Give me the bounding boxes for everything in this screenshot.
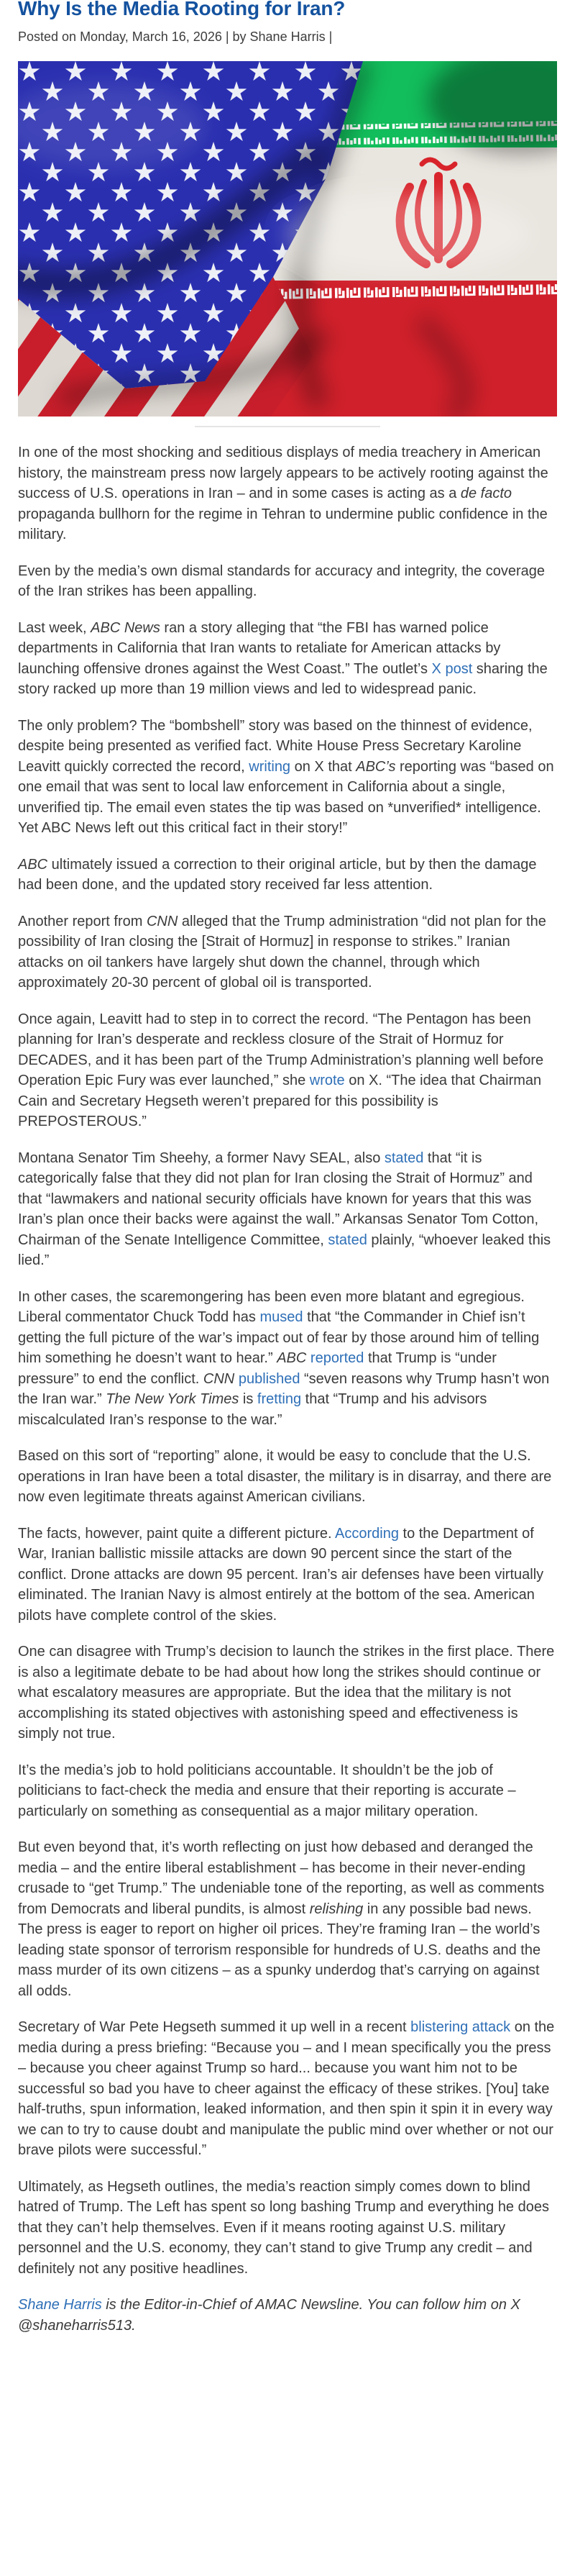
article-paragraph [18,1287,557,1431]
text-segment: In one of the most shocking and seditious displays of media treachery in American history, the mainstream press now largely appears to be actively rooting against the success of U.S. operations in Iran – and in some cases is acting as a [18,445,548,501]
article-paragraph [18,1009,557,1132]
article-paragraph [18,1524,557,1626]
text-segment: The facts, however, paint quite a different picture. [18,1525,336,1542]
text-segment: Based on this sort of “reporting” alone, it would be easy to conclude that the U.S. operations in Iran have been a total disaster, the military is in disarray, and there are now even legitimate threats against American civilians. [18,1448,552,1505]
inline-link[interactable]: According [335,1525,399,1542]
text-segment: It’s the media’s job to hold politicians accountable. It shouldn’t be the job of politicians to fact-check the media and ensure that their reporting is accurate – particularly on something as consequential as a major military operation. [18,1762,516,1819]
text-segment: ran a story alleging that “the FBI has warned police departments in California that Iran wants to retaliate for American attacks by launching offensive drones against the West Coast.” The outlet’s [18,619,501,677]
text-segment: One can disagree with Trump’s decision to launch the strikes in the first place. There is also a legitimate debate to be had about how long the strikes should continue or what escalatory measures are appropriate. But the idea that the military is not accomplishing its stated objectives with astonishing speed and effectiveness is simply not true. [18,1644,555,1742]
us-iran-flags-illustration [18,61,557,417]
article-footer [18,2295,557,2336]
text-segment: CNN [146,913,178,929]
article-paragraph [18,1148,557,1271]
text-segment: ultimately issued a correction to their original article, but by then the damage had been done, and the updated story received far less attention. [18,856,537,893]
text-segment: ABC News [91,619,160,636]
article-paragraph [18,2017,557,2161]
text-segment: to the Department of War, Iranian ballistic missile attacks are down 90 percent since the start of the conflict. Drone attacks are down 95 percent. Iran’s air defenses have been virtually eliminated. The Iranian Navy is almost entirely at the bottom of the sea. American pilots have complete control of the skies. [18,1525,544,1624]
text-segment: In other cases, the scaremongering has been even more blatant and egregious. Liberal commentator Chuck Todd has [18,1288,525,1325]
text-segment: alleged that the Trump administration “did not plan for the possibility of Iran closing the [Strait of Hormuz] in response to strikes.” Iranian attacks on oil tankers have largely shut down the channel, through which approximately 20-30 percent of global oil is transported. [18,913,546,991]
text-segment: that Trump is “under pressure” to end the conflict. [18,1350,497,1387]
inline-link[interactable]: fretting [257,1391,302,1407]
text-segment: CNN [203,1370,235,1387]
article-paragraph [18,1837,557,2001]
text-segment: sharing the story racked up more than 19 million views and led to widespread panic. [18,660,548,697]
text-segment: Secretary of War Pete Hegseth summed it up well in a recent [18,2019,411,2035]
text-segment: Even by the media’s own dismal standards for accuracy and integrity, the coverage of the Iran strikes has been appalling. [18,563,545,599]
text-segment: relishing [309,1901,364,1917]
inline-link[interactable]: mused [259,1309,303,1325]
text-segment: on X. “The idea that Chairman Cain and Secretary Hegseth weren’t prepared for this possibility is PREPOSTEROUS.” [18,1073,542,1129]
text-segment: But even beyond that, it’s worth reflecting on just how debased and deranged the media – and the entire liberal establishment – has become in their never-ending crusade to “get Trump.” The undeniable tone of the reporting, as well as comments from Democrats and liberal pundits, is almost [18,1839,545,1917]
text-segment: on the media during a press briefing: “Because you – and I mean specifically you the press – because you cheer against Trump so hard... because you want him not to be successful so bad you have to cheer against the efficacy of these strikes. [You] take half-truths, spun information, leaked information, and then spin it spin it in every way we can to try to cause doubt and manipulate the public mind over whether or not our brave pilots were successful.” [18,2019,555,2158]
article-paragraph [18,442,557,545]
article-paragraph [18,561,557,602]
text-segment: on X that [290,758,356,775]
text-segment: reporting was “based on one email that was sent to local law enforcement in California about a single, unverified tip. The email even states the tip was based on *unverified* intelligence. Yet ABC News left out this critical fact in their story!” [18,758,554,836]
text-segment: Once again, Leavitt had to step in to correct the record. “The Pentagon has been planning for Iran’s desperate and reckless closure of the Strait of Hormuz for DECADES, and it has been part of the Trump Administration’s planning well before Operation Epic Fury was ever launched,” she [18,1011,544,1088]
inline-link[interactable]: Shane Harris [18,2297,102,2313]
text-segment: Ultimately, as Hegseth outlines, the media’s reaction simply comes down to blind hatred of Trump. The Left has spent so long bashing Trump and everything he does that they can’t help themselves. Even if it means rooting against U.S. military personnel and the U.S. economy, they can’t stand to give Trump any credit – and definitely not any positive headlines. [18,2178,549,2277]
article-byline: Posted on Monday, March 16, 2026 | by Shane Harris | [18,29,333,44]
text-segment: plainly, “whoever leaked this lied.” [18,1232,551,1268]
article-paragraph [18,2177,557,2280]
inline-link[interactable]: writing [249,758,291,775]
inline-link[interactable]: published [238,1370,300,1387]
text-segment: that “the Commander in Chief isn’t getting the full picture of the war’s impact out of fear by those around him of telling him something he doesn’t want to hear.” [18,1309,540,1366]
article-paragraph [18,1446,557,1508]
text-segment: is the Editor-in-Chief of AMAC Newsline. You can follow him on X @shaneharris513. [18,2297,520,2334]
text-segment: propaganda bullhorn for the regime in Tehran to undermine public confidence in the military. [18,506,548,542]
article-paragraph [18,1760,557,1822]
text-segment: in any possible bad news. The press is eager to report on higher oil prices. They’re framing Iran – the world’s leading state sponsor of terrorism responsible for hundreds of U.S. deaths and the mass murder of its own citizens – as a spunky underdog that’s carrying on against all odds. [18,1901,541,1999]
inline-link[interactable]: stated [384,1150,424,1166]
text-segment: that “Trump and his advisors miscalculated Iran’s response to the war.” [18,1391,487,1428]
text-segment: The only problem? The “bombshell” story was based on the thinnest of evidence, despite being presented as verified fact. White House Press Secretary Karoline Leavitt quickly corrected the record, [18,717,533,775]
article-paragraph [18,618,557,700]
text-segment: is [239,1391,257,1407]
text-segment: that “it is categorically false that they did not plan for Iran closing the Strait of Hormuz” and that “lawmakers and national security officials have known for years that this was Iran’s plan once their backs were against the wall.” Arkansas Senator Tom Cotton, Chairman of the Senate Intelligence Committee, [18,1150,539,1248]
inline-link[interactable]: wrote [309,1073,345,1088]
text-segment: Last week, [18,619,91,636]
article-paragraph [18,716,557,839]
text-segment: The New York Times [106,1391,239,1407]
inline-link[interactable]: stated [328,1232,367,1248]
article-paragraph [18,855,557,896]
text-segment: Montana Senator Tim Sheehy, a former Navy SEAL, also [18,1150,385,1166]
article-paragraph [18,911,557,993]
text-segment: “seven reasons why Trump hasn’t won the Iran war.” [18,1370,550,1407]
text-segment: ABC’s [356,758,396,775]
text-segment: ABC [277,1350,307,1366]
text-segment: ABC [18,856,48,873]
text-segment: de facto [460,486,512,501]
content-divider [195,426,380,427]
text-segment: Another report from [18,913,147,929]
inline-link[interactable]: blistering attack [410,2019,511,2035]
hero-image [18,61,557,417]
inline-link[interactable]: X post [431,660,473,677]
article-body [18,442,557,2336]
article-paragraph [18,1642,557,1744]
inline-link[interactable]: reported [310,1350,364,1366]
page-title: Why Is the Media Rooting for Iran? [18,0,346,19]
